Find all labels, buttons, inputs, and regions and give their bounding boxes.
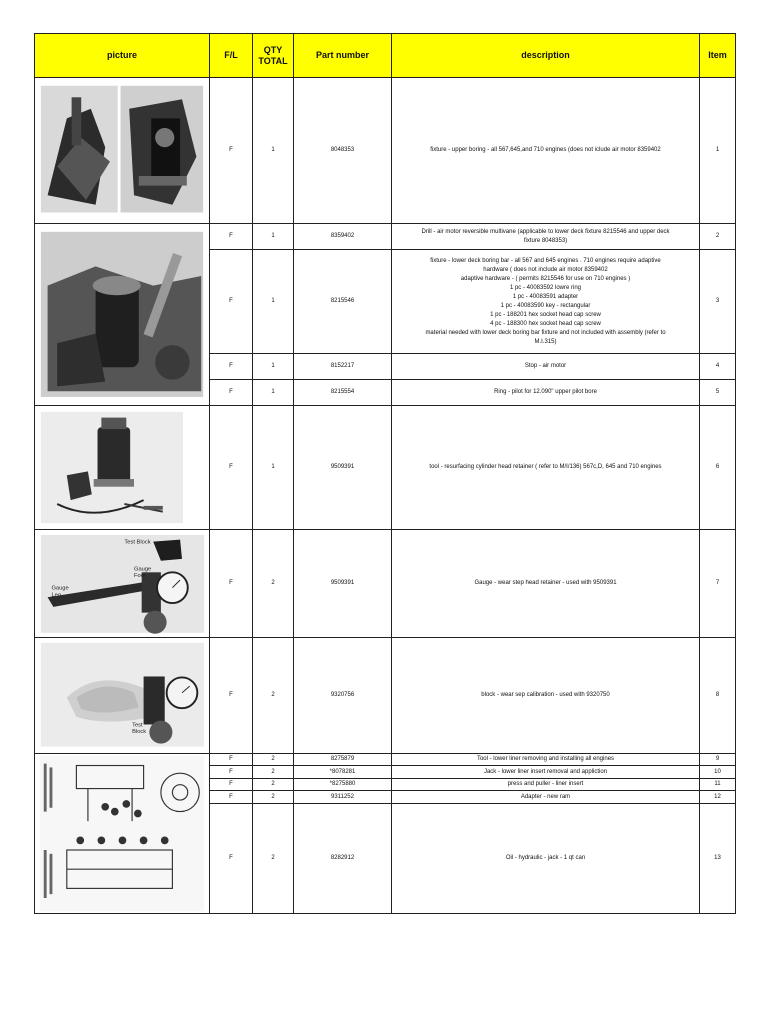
part-number-cell: 9320756 (294, 638, 392, 754)
item-cell: 2 (700, 224, 736, 250)
header-qty-total: QTY TOTAL (253, 34, 294, 78)
header-item: Item (700, 34, 736, 78)
fl-cell: F (210, 803, 253, 913)
item-cell: 1 (700, 78, 736, 224)
part-number-cell: 8275879 (294, 754, 392, 766)
part-number-cell: 8215554 (294, 380, 392, 406)
fl-cell: F (210, 766, 253, 778)
table-row (35, 224, 736, 250)
fl-cell: F (210, 78, 253, 224)
description-cell: Oil - hydraulic - jack - 1 qt can (392, 803, 700, 913)
picture-cell (35, 754, 210, 914)
item-cell: 11 (700, 778, 736, 790)
qty-cell: 1 (253, 380, 294, 406)
header-row (35, 34, 736, 78)
fl-cell: F (210, 638, 253, 754)
part-number-cell: 8048353 (294, 78, 392, 224)
qty-cell: 1 (253, 250, 294, 354)
description-cell: press and puller - liner insert (392, 778, 700, 790)
item-cell: 8 (700, 638, 736, 754)
fl-cell: F (210, 224, 253, 250)
item-cell: 6 (700, 406, 736, 530)
part-number-cell: 8359402 (294, 224, 392, 250)
table-row (35, 78, 736, 224)
description-cell: Drill - air motor reversible multivane (applicable to lower deck fixture 8215546 and upper deck fixture 8048353) (392, 224, 700, 250)
description-cell: block - wear sep calibration - used with 9320750 (392, 638, 700, 754)
qty-cell: 2 (253, 778, 294, 790)
fl-cell: F (210, 530, 253, 638)
qty-cell: 1 (253, 224, 294, 250)
qty-cell: 2 (253, 803, 294, 913)
qty-cell: 2 (253, 530, 294, 638)
table-row (35, 754, 736, 766)
header-part-number: Part number (294, 34, 392, 78)
table-row (35, 406, 736, 530)
picture-cell (35, 638, 210, 754)
part-number-cell: 9311252 (294, 791, 392, 803)
part-number-cell: *8275880 (294, 778, 392, 790)
part-number-cell: 9509391 (294, 530, 392, 638)
part-number-cell: *8078281 (294, 766, 392, 778)
fl-cell: F (210, 791, 253, 803)
parts-table (34, 33, 736, 914)
item-cell: 10 (700, 766, 736, 778)
part-number-cell: 8152217 (294, 354, 392, 380)
description-cell: Tool - lower liner removing and installing all engines (392, 754, 700, 766)
description-cell: fixture - upper boring - all 567,645,and 710 engines (does not iclude air motor 8359402 (392, 78, 700, 224)
fl-cell: F (210, 778, 253, 790)
fl-cell: F (210, 380, 253, 406)
fl-cell: F (210, 406, 253, 530)
description-cell: fixture - lower deck boring bar - all 567 and 645 engines . 710 engines require adaptive hardware ( does not include air motor 8359402 adaptive hardware - ( permits 8215546 for use on 710 engines ) 1 pc - 40083592 lowre ring 1 pc - 40083591 adapter 1 pc - 40083590 key - rectangular 1 pc - 188201 hex socket head cap screw 4 pc - 188300 hex socket head cap screw material needed with lower deck boring bar fixture and not included with assembly (refer to M.I.315) (392, 250, 700, 354)
description-cell: Adapter - new ram (392, 791, 700, 803)
part-number-cell: 9509391 (294, 406, 392, 530)
test-block-label: Test Block (132, 722, 147, 735)
calibration-block-photo (38, 640, 206, 751)
liner-tool-diagram (38, 754, 206, 913)
item-cell: 12 (700, 791, 736, 803)
gauge-leg-label: Gauge Leg (51, 585, 69, 598)
item-cell: 9 (700, 754, 736, 766)
item-cell: 3 (700, 250, 736, 354)
picture-cell (35, 406, 210, 530)
part-number-cell: 8215546 (294, 250, 392, 354)
description-cell: Stop - air motor (392, 354, 700, 380)
description-cell: Jack - lower liner insert removal and appliction (392, 766, 700, 778)
header-fl: F/L (210, 34, 253, 78)
item-cell: 13 (700, 803, 736, 913)
lower-deck-boring-fixture-photo (38, 228, 206, 402)
qty-cell: 2 (253, 754, 294, 766)
table-row (35, 530, 736, 638)
qty-cell: 2 (253, 638, 294, 754)
wear-step-gauge-photo (38, 532, 206, 636)
part-number-cell: 8282912 (294, 803, 392, 913)
header-description: description (392, 34, 700, 78)
fl-cell: F (210, 250, 253, 354)
picture-cell (35, 78, 210, 224)
picture-cell (35, 224, 210, 406)
qty-cell: 2 (253, 791, 294, 803)
qty-cell: 1 (253, 354, 294, 380)
fl-cell: F (210, 354, 253, 380)
resurfacing-tool-photo (38, 408, 206, 527)
qty-cell: 2 (253, 766, 294, 778)
item-cell: 4 (700, 354, 736, 380)
qty-cell: 1 (253, 78, 294, 224)
description-cell: tool - resurfacing cylinder head retainer ( refer to M/I/136) 567c,D, 645 and 710 engines (392, 406, 700, 530)
description-cell: Ring - pilot for 12.090" upper pilot bore (392, 380, 700, 406)
header-picture: picture (35, 34, 210, 78)
upper-boring-fixture-photo (38, 80, 206, 220)
description-cell: Gauge - wear step head retainer - used with 9509391 (392, 530, 700, 638)
table-row (35, 638, 736, 754)
test-block-label: Test Block (124, 539, 151, 546)
qty-cell: 1 (253, 406, 294, 530)
fl-cell: F (210, 754, 253, 766)
item-cell: 5 (700, 380, 736, 406)
item-cell: 7 (700, 530, 736, 638)
gauge-foot-label: Gauge Foot (134, 566, 152, 579)
picture-cell (35, 530, 210, 638)
